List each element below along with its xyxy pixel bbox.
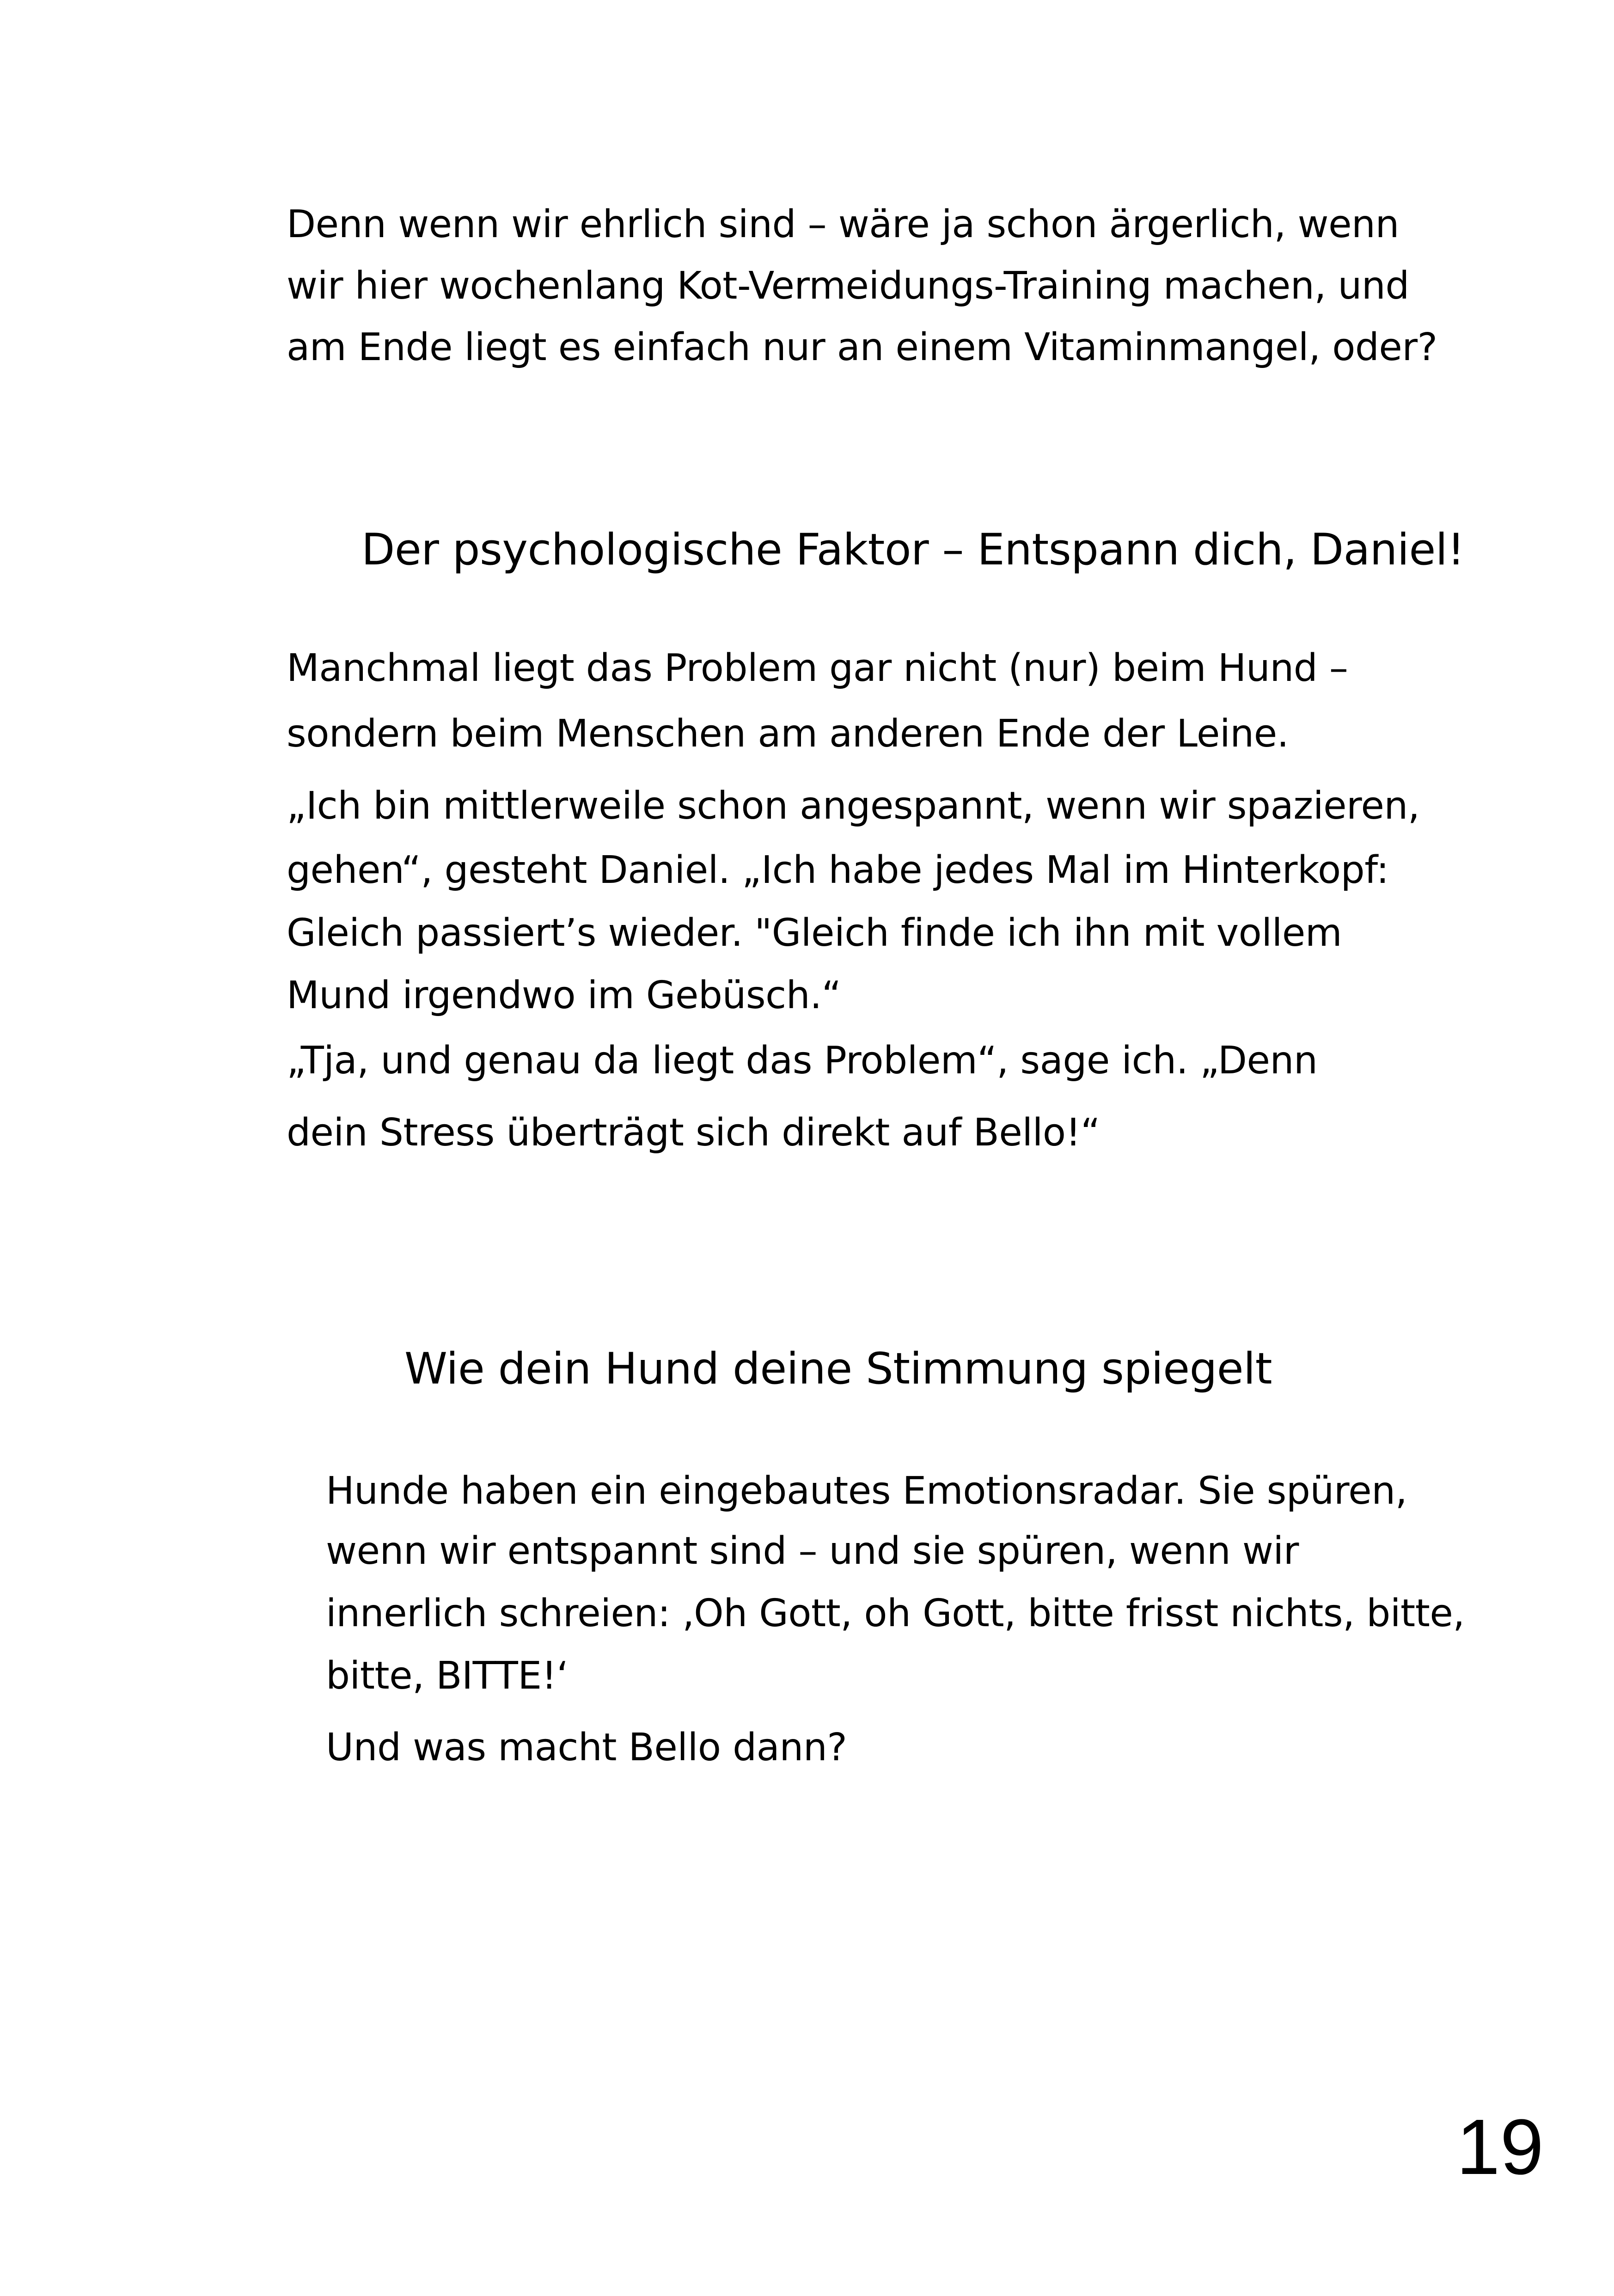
text-line: innerlich schreien: ‚Oh Gott, oh Gott, bitte frisst nichts, bitte,	[326, 1592, 1465, 1635]
section-heading-psychological-factor: Der psychologische Faktor – Entspann dich, Daniel!	[361, 525, 1465, 575]
text-line: wenn wir entspannt sind – und sie spüren, wenn wir	[326, 1529, 1299, 1573]
text-line: gehen“, gesteht Daniel. „Ich habe jedes Mal im Hinterkopf:	[287, 848, 1389, 892]
text-line: „Tja, und genau da liegt das Problem“, sage ich. „Denn	[287, 1039, 1318, 1083]
text-line: Mund irgendwo im Gebüsch.“	[287, 974, 841, 1017]
text-line: „Ich bin mittlerweile schon angespannt, wenn wir spazieren,	[287, 784, 1420, 828]
text-line: Hunde haben ein eingebautes Emotionsradar. Sie spüren,	[326, 1469, 1407, 1513]
text-line: dein Stress überträgt sich direkt auf Bello!“	[287, 1111, 1100, 1155]
text-line: Gleich passiert’s wieder. "Gleich finde ich ihn mit vollem	[287, 911, 1342, 955]
text-line: am Ende liegt es einfach nur an einem Vitaminmangel, oder?	[287, 325, 1437, 369]
text-line: Denn wenn wir ehrlich sind – wäre ja schon ärgerlich, wenn	[287, 202, 1399, 246]
text-line: wir hier wochenlang Kot-Vermeidungs-Training machen, und	[287, 264, 1409, 308]
text-line: Manchmal liegt das Problem gar nicht (nur) beim Hund –	[287, 646, 1348, 690]
text-line: bitte, BITTE!‘	[326, 1654, 569, 1698]
page-number: 19	[1456, 2103, 1544, 2191]
section-heading-mood-mirroring: Wie dein Hund deine Stimmung spiegelt	[404, 1344, 1272, 1394]
text-line: sondern beim Menschen am anderen Ende der Leine.	[287, 712, 1289, 756]
text-line: Und was macht Bello dann?	[326, 1726, 847, 1769]
